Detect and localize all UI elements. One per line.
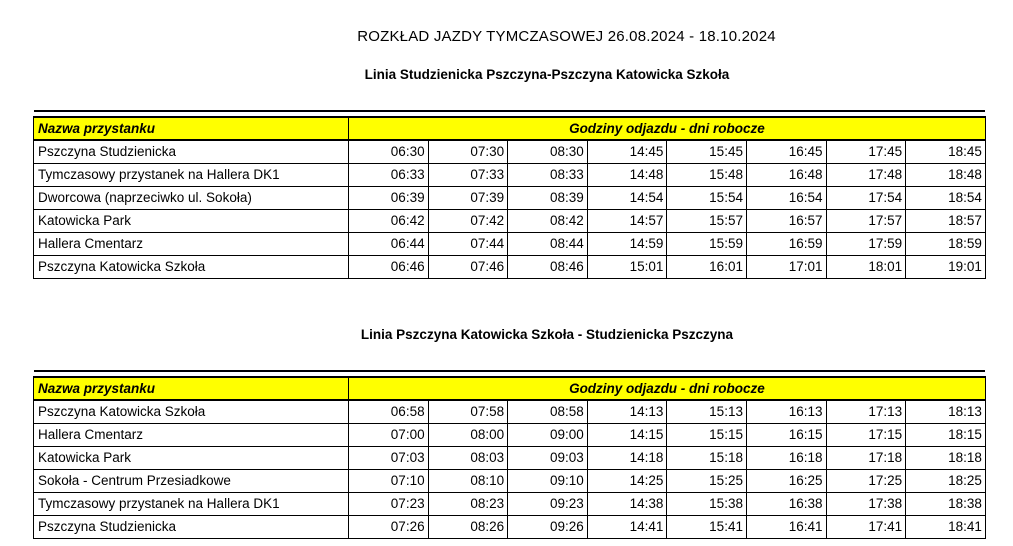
stop-name: Pszczyna Katowicka Szkoła: [34, 255, 349, 278]
stop-name: Sokoła - Centrum Przesiadkowe: [34, 469, 349, 492]
departure-time: 18:15: [906, 423, 986, 446]
departure-time: 15:25: [667, 469, 747, 492]
departure-time: 16:15: [746, 423, 826, 446]
departure-time: 06:42: [349, 209, 429, 232]
stop-name: Pszczyna Studzienicka: [34, 140, 349, 163]
departure-time: 14:13: [587, 400, 667, 423]
departure-time: 07:42: [428, 209, 508, 232]
departure-time: 08:00: [428, 423, 508, 446]
departure-time: 17:13: [826, 400, 906, 423]
departure-time: 16:45: [746, 140, 826, 163]
departure-time: 16:48: [746, 163, 826, 186]
departure-time: 08:10: [428, 469, 508, 492]
departure-time: 18:01: [826, 255, 906, 278]
departure-time: 09:00: [508, 423, 588, 446]
departure-time: 08:26: [428, 515, 508, 538]
departure-time: 07:23: [349, 492, 429, 515]
departure-time: 08:44: [508, 232, 588, 255]
departure-time: 14:54: [587, 186, 667, 209]
departure-time: 06:39: [349, 186, 429, 209]
table-row: [34, 140, 986, 163]
departure-time: 15:57: [667, 209, 747, 232]
departure-time: 17:45: [826, 140, 906, 163]
departure-time: 15:18: [667, 446, 747, 469]
departure-time: 06:30: [349, 140, 429, 163]
departure-time: 16:41: [746, 515, 826, 538]
departure-time: 17:54: [826, 186, 906, 209]
stop-column-header: Nazwa przystanku: [34, 117, 349, 140]
departure-time: 09:23: [508, 492, 588, 515]
departure-time: 18:38: [906, 492, 986, 515]
line-1-title: Linia Studzienicka Pszczyna-Pszczyna Katowicka Szkoła: [364, 67, 730, 82]
departure-time: 15:59: [667, 232, 747, 255]
departure-time: 14:18: [587, 446, 667, 469]
stop-name: Katowicka Park: [34, 209, 349, 232]
departure-time: 14:48: [587, 163, 667, 186]
departure-time: 07:30: [428, 140, 508, 163]
departure-time: 17:18: [826, 446, 906, 469]
departure-time: 17:48: [826, 163, 906, 186]
departure-time: 17:15: [826, 423, 906, 446]
departure-time: 15:48: [667, 163, 747, 186]
times-column-header: Godziny odjazdu - dni robocze: [349, 377, 986, 400]
table-row: [34, 492, 986, 515]
departure-time: 08:58: [508, 400, 588, 423]
departure-time: 17:25: [826, 469, 906, 492]
departure-time: 19:01: [906, 255, 986, 278]
departure-time: 07:39: [428, 186, 508, 209]
departure-time: 18:13: [906, 400, 986, 423]
departure-time: 07:03: [349, 446, 429, 469]
departure-time: 14:45: [587, 140, 667, 163]
table-row: [34, 446, 986, 469]
departure-time: 14:15: [587, 423, 667, 446]
timetable-line-1: [33, 110, 986, 279]
departure-time: 16:18: [746, 446, 826, 469]
departure-time: 09:26: [508, 515, 588, 538]
departure-time: 09:03: [508, 446, 588, 469]
departure-time: 18:48: [906, 163, 986, 186]
departure-time: 07:26: [349, 515, 429, 538]
departure-time: 16:25: [746, 469, 826, 492]
table-row: [34, 515, 986, 538]
stop-name: Tymczasowy przystanek na Hallera DK1: [34, 163, 349, 186]
departure-time: 18:59: [906, 232, 986, 255]
table-row: [34, 163, 986, 186]
departure-time: 14:38: [587, 492, 667, 515]
departure-time: 07:58: [428, 400, 508, 423]
departure-time: 17:59: [826, 232, 906, 255]
departure-time: 08:30: [508, 140, 588, 163]
table-row: [34, 423, 986, 446]
departure-time: 16:01: [667, 255, 747, 278]
departure-time: 18:18: [906, 446, 986, 469]
departure-time: 17:38: [826, 492, 906, 515]
times-column-header: Godziny odjazdu - dni robocze: [349, 117, 986, 140]
departure-time: 08:03: [428, 446, 508, 469]
departure-time: 08:42: [508, 209, 588, 232]
departure-time: 08:46: [508, 255, 588, 278]
departure-time: 06:33: [349, 163, 429, 186]
departure-time: 07:44: [428, 232, 508, 255]
stop-name: Dworcowa (naprzeciwko ul. Sokoła): [34, 186, 349, 209]
departure-time: 15:01: [587, 255, 667, 278]
departure-time: 14:59: [587, 232, 667, 255]
departure-time: 14:25: [587, 469, 667, 492]
departure-time: 06:58: [349, 400, 429, 423]
departure-time: 06:44: [349, 232, 429, 255]
departure-time: 08:23: [428, 492, 508, 515]
stop-name: Pszczyna Studzienicka: [34, 515, 349, 538]
departure-time: 15:54: [667, 186, 747, 209]
table-row: [34, 186, 986, 209]
departure-time: 16:57: [746, 209, 826, 232]
departure-time: 16:54: [746, 186, 826, 209]
timetable-body: [34, 111, 986, 278]
stop-name: Hallera Cmentarz: [34, 423, 349, 446]
departure-time: 08:33: [508, 163, 588, 186]
timetable-line-2: [33, 370, 986, 539]
departure-time: 07:46: [428, 255, 508, 278]
departure-time: 14:57: [587, 209, 667, 232]
departure-time: 16:13: [746, 400, 826, 423]
departure-time: 08:39: [508, 186, 588, 209]
departure-time: 07:00: [349, 423, 429, 446]
departure-time: 17:57: [826, 209, 906, 232]
departure-time: 06:46: [349, 255, 429, 278]
table-row: [34, 209, 986, 232]
departure-time: 15:45: [667, 140, 747, 163]
stop-name: Katowicka Park: [34, 446, 349, 469]
stop-name: Hallera Cmentarz: [34, 232, 349, 255]
departure-time: 18:54: [906, 186, 986, 209]
departure-time: 15:13: [667, 400, 747, 423]
departure-time: 16:59: [746, 232, 826, 255]
departure-time: 18:57: [906, 209, 986, 232]
departure-time: 07:33: [428, 163, 508, 186]
departure-time: 15:38: [667, 492, 747, 515]
departure-time: 17:01: [746, 255, 826, 278]
departure-time: 15:41: [667, 515, 747, 538]
table-header-row: [34, 117, 986, 140]
table-header-row: [34, 377, 986, 400]
departure-time: 14:41: [587, 515, 667, 538]
departure-time: 17:41: [826, 515, 906, 538]
departure-time: 18:45: [906, 140, 986, 163]
departure-time: 18:41: [906, 515, 986, 538]
stop-name: Pszczyna Katowicka Szkoła: [34, 400, 349, 423]
departure-time: 18:25: [906, 469, 986, 492]
table-row: [34, 469, 986, 492]
line-2-title: Linia Pszczyna Katowicka Szkoła - Studzienicka Pszczyna: [360, 327, 734, 342]
departure-time: 16:38: [746, 492, 826, 515]
departure-time: 09:10: [508, 469, 588, 492]
page-title: ROZKŁAD JAZDY TYMCZASOWEJ 26.08.2024 - 18.10.2024: [357, 28, 776, 45]
departure-time: 15:15: [667, 423, 747, 446]
stop-column-header: Nazwa przystanku: [34, 377, 349, 400]
table-row: [34, 400, 986, 423]
table-row: [34, 255, 986, 278]
departure-time: 07:10: [349, 469, 429, 492]
stop-name: Tymczasowy przystanek na Hallera DK1: [34, 492, 349, 515]
timetable-body: [34, 371, 986, 538]
table-row: [34, 232, 986, 255]
